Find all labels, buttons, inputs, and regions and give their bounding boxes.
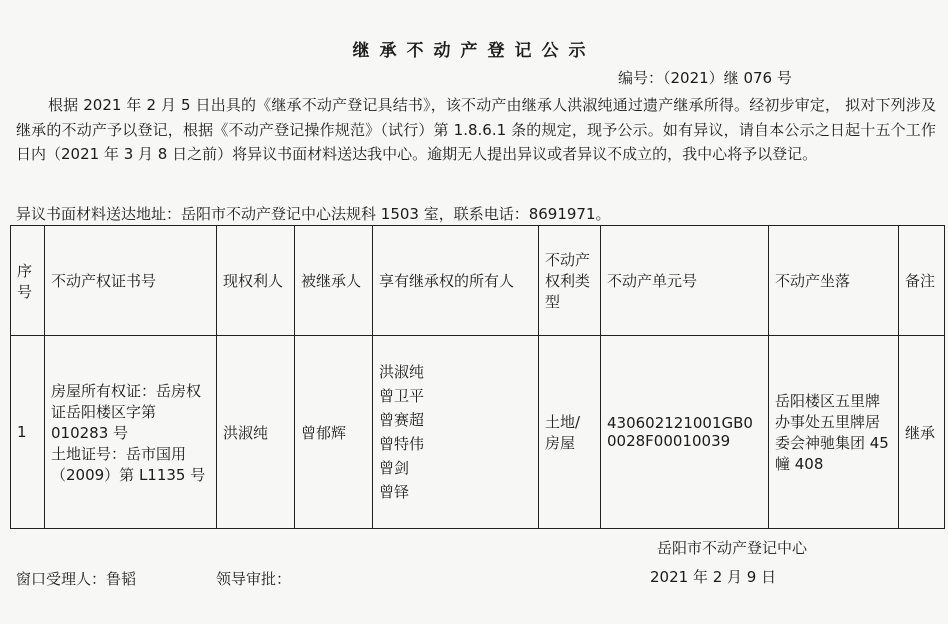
cert-land: 土地证号：岳市国用（2009）第 L1135 号 (51, 444, 206, 484)
cell-seq: 1 (11, 336, 45, 529)
header-holder: 现权利人 (217, 226, 295, 336)
heir-name: 曾特伟 (379, 435, 425, 453)
header-seq: 序号 (11, 226, 45, 336)
cell-holder: 洪淑纯 (217, 336, 295, 529)
table-header-row (11, 226, 945, 336)
notice-paragraph: 根据 2021 年 2 月 5 日出具的《继承不动产登记具结书》，该不动产由继承人洪淑纯通过遗产继承所得。经初步审定， 拟对下列涉及继承的不动产予以登记，根据《不动产登记操作规范》（试行）第 1.8.6.1 条的规定，现予公示。如有异议，请自本公示之日起十五个工作日内（2021 年 3 月 8 日之前）将异议书面材料送达我中心。逾期无人提出异议或者异议不成立的，我中心将予以登记。 (16, 96, 936, 163)
header-deceased: 被继承人 (295, 226, 373, 336)
notice-title: 继承不动产登记公示 (352, 41, 596, 61)
property-table (10, 225, 945, 529)
leader-approval: 领导审批： (216, 570, 292, 588)
header-location: 不动产坐落 (769, 226, 899, 336)
header-unit: 不动产单元号 (601, 226, 769, 336)
cell-remark: 继承 (899, 336, 945, 529)
header-remark: 备注 (899, 226, 945, 336)
issuing-organization: 岳阳市不动产登记中心 (657, 539, 808, 557)
heir-name: 曾卫平 (379, 387, 425, 405)
cell-deceased: 曾郁辉 (295, 336, 373, 529)
heir-name: 曾铎 (379, 483, 410, 501)
cell-heirs (373, 336, 539, 529)
document-number: 编号：（2021）继 076 号 (618, 69, 792, 87)
objection-address: 异议书面材料送达地址：岳阳市不动产登记中心法规科 1503 室，联系电话：8691971。 (16, 205, 611, 223)
window-clerk: 窗口受理人：鲁韬 (16, 570, 137, 588)
cell-unit: 430602121001GB00028F00010039 (601, 336, 769, 529)
header-cert: 不动产权证书号 (45, 226, 217, 336)
heir-name: 洪淑纯 (379, 363, 425, 381)
cell-location: 岳阳楼区五里牌办事处五里牌居委会神驰集团 45 幢 408 (769, 336, 899, 529)
cell-type: 土地/房屋 (539, 336, 601, 529)
heir-name: 曾剑 (379, 459, 410, 477)
header-heirs: 享有继承权的所有人 (373, 226, 539, 336)
table-row (11, 336, 945, 529)
cert-house: 房屋所有权证：岳房权证岳阳楼区字第 010283 号 (51, 381, 202, 442)
heir-name: 曾赛超 (379, 411, 425, 429)
header-type: 不动产权利类型 (539, 226, 601, 336)
cell-cert (45, 336, 217, 529)
issue-date: 2021 年 2 月 9 日 (650, 568, 777, 586)
